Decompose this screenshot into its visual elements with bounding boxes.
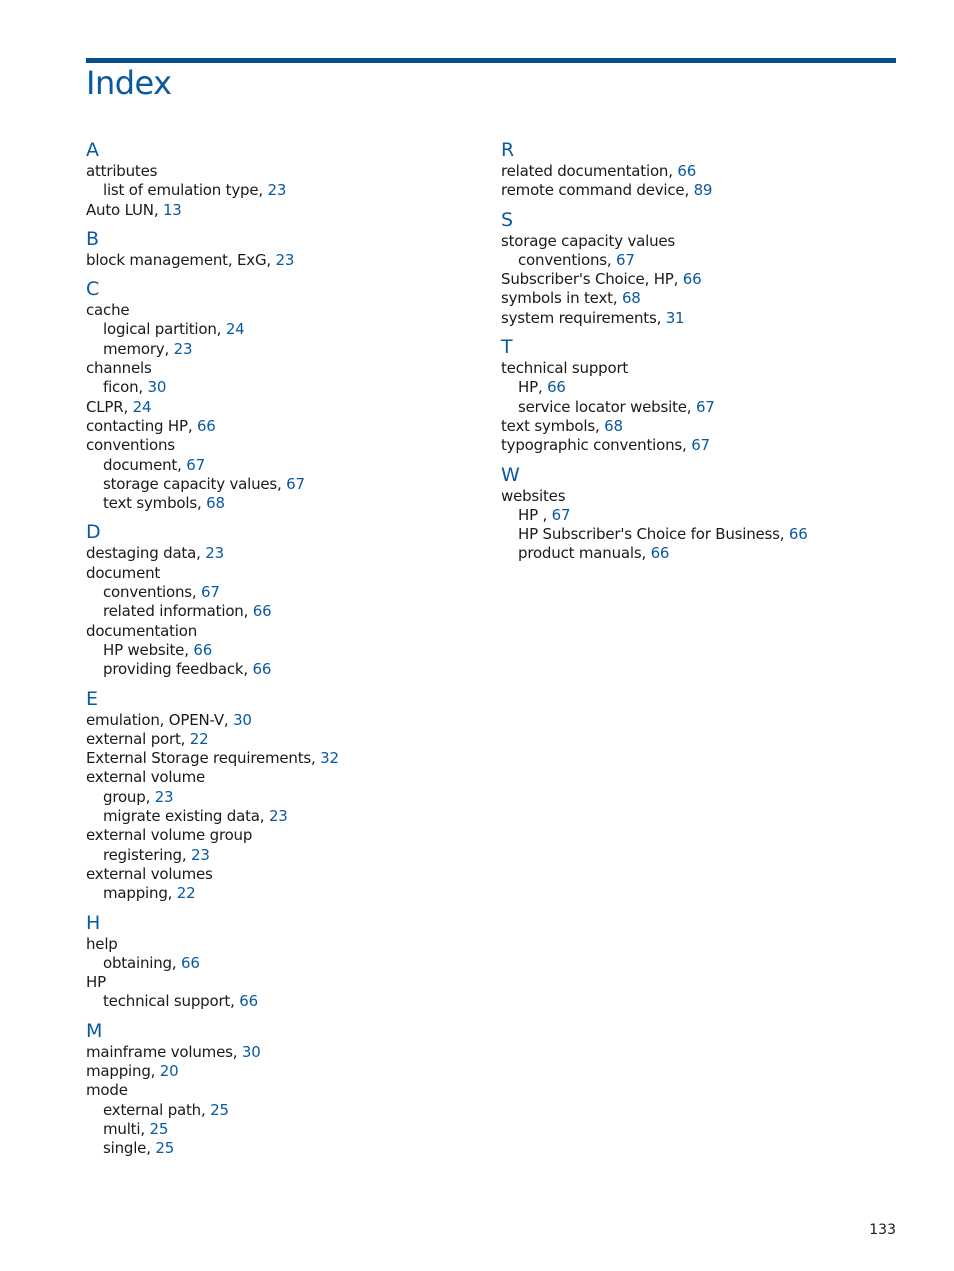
index-subentry: service locator website, 67	[518, 397, 715, 416]
index-section-w	[501, 463, 901, 564]
index-subentry: HP website, 66	[103, 640, 213, 659]
section-letter: M	[86, 1019, 103, 1042]
index-subentry: HP Subscriber's Choice for Business, 66	[518, 525, 808, 544]
index-subentry: logical partition, 24	[103, 320, 245, 339]
section-letter: C	[86, 278, 100, 301]
page-reference-link[interactable]: 32	[320, 749, 339, 768]
index-entry: Subscriber's Choice, HP, 66	[501, 270, 702, 289]
index-entry	[86, 865, 486, 884]
entry-term: Auto LUN	[86, 200, 154, 219]
page-reference-link[interactable]: 66	[252, 602, 272, 621]
index-subentry: product manuals, 66	[518, 544, 670, 563]
entry-term: symbols in text	[501, 289, 613, 308]
entry-term: related information	[103, 602, 244, 621]
entry-term: documentation	[86, 621, 198, 640]
index-subentry: group, 23	[103, 787, 174, 806]
index-subentry: text symbols, 68	[103, 494, 225, 513]
index-entry	[86, 436, 486, 455]
entry-term: ficon	[103, 378, 139, 397]
page-reference-link[interactable]: 66	[547, 378, 566, 397]
page-reference-link[interactable]: 67	[551, 505, 571, 524]
page-reference-link[interactable]: 66	[682, 270, 702, 289]
entry-term: attributes	[86, 162, 158, 180]
top-rule	[86, 58, 896, 63]
index-section-r	[501, 138, 901, 201]
index-subentry: list of emulation type, 23	[103, 181, 287, 200]
page-reference-link[interactable]: 67	[286, 474, 305, 493]
index-entry	[86, 162, 486, 181]
index-entry: mainframe volumes, 30	[86, 1042, 261, 1061]
index-entry: block management, ExG, 23	[86, 250, 295, 269]
entry-term: technical support	[103, 992, 231, 1011]
entry-term: document	[86, 563, 161, 582]
entry-term: HP	[518, 378, 538, 397]
page-reference-link[interactable]: 66	[650, 544, 670, 563]
index-subentry: migrate existing data, 23	[103, 807, 288, 826]
index-entry: system requirements, 31	[501, 308, 685, 327]
section-letter: B	[86, 227, 100, 250]
page-reference-link[interactable]: 23	[267, 181, 287, 200]
page-reference-link[interactable]: 66	[239, 992, 258, 1011]
entry-term: document	[103, 455, 178, 474]
entry-term: external path	[103, 1100, 201, 1119]
page-reference-link[interactable]: 68	[604, 416, 623, 435]
entry-term: conventions	[86, 436, 175, 455]
index-entry	[86, 935, 486, 954]
entry-term: providing feedback	[103, 660, 244, 679]
page-reference-link[interactable]: 25	[155, 1139, 175, 1158]
index-subentry: mapping, 22	[103, 884, 196, 903]
index-entry: mapping, 20	[86, 1061, 179, 1080]
index-subentry: single, 25	[103, 1139, 175, 1158]
index-entry	[86, 973, 486, 992]
index-subentry: registering, 23	[103, 845, 210, 864]
page-reference-link[interactable]: 68	[206, 494, 225, 513]
entry-term: conventions	[103, 583, 192, 602]
index-entry: external port, 22	[86, 729, 209, 748]
entry-term: channels	[86, 359, 152, 378]
index-entry	[86, 1081, 486, 1100]
index-subentry: memory, 23	[103, 339, 193, 358]
entry-term: technical support	[501, 359, 629, 378]
index-entry: External Storage requirements, 32	[86, 749, 339, 768]
index-entry: Auto LUN, 13	[86, 200, 182, 219]
entry-term: cache	[86, 301, 130, 320]
entry-term: system requirements	[501, 308, 657, 327]
entry-term: contacting HP	[86, 416, 188, 435]
entry-term: registering	[103, 845, 182, 864]
index-entry: remote command device, 89	[501, 181, 713, 200]
page-title: Index	[86, 64, 172, 102]
index-entry: symbols in text, 68	[501, 289, 641, 308]
entry-term: mode	[86, 1081, 128, 1100]
page-reference-link[interactable]: 22	[189, 729, 209, 748]
page-reference-link[interactable]: 66	[252, 660, 272, 679]
entry-term: group	[103, 787, 146, 806]
index-entry	[86, 622, 486, 641]
index-subentry: related information, 66	[103, 602, 272, 621]
entry-term: conventions	[518, 250, 607, 269]
index-entry: related documentation, 66	[501, 162, 697, 180]
section-letter: W	[501, 463, 520, 486]
entry-term: mapping	[86, 1061, 151, 1080]
page-reference-link[interactable]: 67	[691, 436, 710, 455]
index-subentry: storage capacity values, 67	[103, 474, 305, 493]
page-reference-link[interactable]: 67	[186, 455, 205, 474]
entry-term: websites	[501, 486, 566, 505]
entry-term: remote command device	[501, 181, 685, 200]
entry-term: HP Subscriber's Choice for Business	[518, 525, 780, 544]
page-reference-link[interactable]: 31	[665, 308, 685, 327]
page-reference-link[interactable]: 67	[201, 583, 220, 602]
index-section-m	[86, 1019, 486, 1159]
index-column-left	[86, 138, 486, 1165]
page-reference-link[interactable]: 25	[149, 1119, 169, 1138]
page-reference-link[interactable]: 23	[205, 544, 224, 563]
entry-term: block management, ExG	[86, 250, 267, 269]
page-reference-link[interactable]: 23	[190, 845, 210, 864]
entry-term: service locator website	[518, 397, 687, 416]
index-entry	[86, 768, 486, 787]
index-subentry: document, 67	[103, 455, 205, 474]
page-reference-link[interactable]: 89	[693, 181, 713, 200]
entry-term: mainframe volumes	[86, 1042, 233, 1061]
index-section-h	[86, 911, 486, 1012]
entry-term: related documentation	[501, 162, 669, 180]
index-subentry: providing feedback, 66	[103, 660, 272, 679]
index-section-t	[501, 335, 901, 455]
entry-term: memory	[103, 339, 165, 358]
entry-term: external port	[86, 729, 181, 748]
page-number: 133	[869, 1222, 896, 1238]
entry-term: product manuals	[518, 544, 642, 563]
index-section-s	[501, 208, 901, 328]
entry-term: external volume	[86, 768, 206, 787]
entry-term: text symbols	[103, 494, 197, 513]
index-subentry: external path, 25	[103, 1100, 229, 1119]
index-section-b	[86, 227, 486, 270]
section-letter: T	[501, 336, 513, 359]
entry-term: storage capacity values	[501, 231, 676, 250]
index-entry: CLPR, 24	[86, 397, 152, 416]
index-entry	[501, 359, 901, 378]
section-letter: R	[501, 139, 515, 161]
entry-term: emulation, OPEN-V	[86, 710, 224, 729]
section-letter: H	[86, 911, 101, 934]
entry-term: destaging data	[86, 544, 197, 563]
entry-term: multi	[103, 1119, 141, 1138]
page-reference-link[interactable]: 66	[193, 640, 213, 659]
entry-term: HP	[86, 973, 106, 992]
entry-term: CLPR	[86, 397, 124, 416]
entry-term: list of emulation type	[103, 181, 259, 200]
page-reference-link[interactable]: 68	[621, 289, 641, 308]
index-subentry: ficon, 30	[103, 378, 167, 397]
index-subentry: HP , 67	[518, 505, 571, 524]
page-reference-link[interactable]: 66	[180, 953, 200, 972]
page-reference-link[interactable]: 30	[147, 378, 167, 397]
entry-term: external volume group	[86, 826, 253, 845]
page-reference-link[interactable]: 30	[233, 710, 252, 729]
index-subentry: technical support, 66	[103, 992, 258, 1011]
page-reference-link[interactable]: 67	[695, 397, 715, 416]
index-entry: text symbols, 68	[501, 416, 623, 435]
index-entry: destaging data, 23	[86, 544, 224, 563]
section-letter: D	[86, 521, 101, 544]
index-subentry: multi, 25	[103, 1119, 169, 1138]
index-column-right	[501, 138, 901, 571]
page-reference-link[interactable]: 66	[677, 162, 697, 180]
index-entry	[86, 359, 486, 378]
index-entry: typographic conventions, 67	[501, 436, 710, 455]
entry-term: external volumes	[86, 864, 213, 883]
page-reference-link[interactable]: 25	[210, 1100, 229, 1119]
entry-term: storage capacity values	[103, 474, 278, 493]
entry-term: typographic conventions	[501, 436, 683, 455]
page-reference-link[interactable]: 24	[132, 397, 152, 416]
index-section-a	[86, 138, 486, 220]
entry-term: HP	[518, 505, 543, 524]
index-entry	[86, 826, 486, 845]
entry-term: mapping	[103, 884, 168, 903]
entry-term: migrate existing data	[103, 807, 260, 826]
entry-term: logical partition	[103, 320, 217, 339]
page-reference-link[interactable]: 23	[173, 339, 193, 358]
index-section-c	[86, 277, 486, 513]
page-reference-link[interactable]: 66	[196, 416, 216, 435]
index-entry	[501, 232, 901, 251]
section-letter: E	[86, 687, 99, 710]
page-reference-link[interactable]: 30	[241, 1042, 261, 1061]
page-reference-link[interactable]: 22	[176, 884, 196, 903]
index-subentry: conventions, 67	[103, 583, 220, 602]
index-entry	[86, 301, 486, 320]
entry-term: obtaining	[103, 953, 172, 972]
index-section-e	[86, 687, 486, 904]
page-reference-link[interactable]: 13	[162, 200, 182, 219]
page-reference-link[interactable]: 20	[159, 1061, 179, 1080]
index-entry	[501, 487, 901, 506]
section-letter: A	[86, 139, 99, 161]
entry-term: External Storage requirements	[86, 749, 312, 768]
entry-term: single	[103, 1139, 147, 1158]
page-reference-link[interactable]: 23	[154, 787, 174, 806]
index-subentry: HP, 66	[518, 378, 566, 397]
page-reference-link[interactable]: 24	[225, 320, 245, 339]
entry-term: HP website	[103, 640, 185, 659]
entry-term: text symbols	[501, 416, 595, 435]
page-reference-link[interactable]: 66	[788, 525, 808, 544]
page-reference-link[interactable]: 67	[616, 250, 635, 269]
index-entry: emulation, OPEN-V, 30	[86, 710, 252, 729]
index-subentry: obtaining, 66	[103, 953, 200, 972]
index-section-d	[86, 520, 486, 679]
index-entry	[86, 564, 486, 583]
entry-term: Subscriber's Choice, HP	[501, 270, 674, 289]
page-reference-link[interactable]: 23	[275, 250, 295, 269]
index-entry: contacting HP, 66	[86, 416, 216, 435]
page-reference-link[interactable]: 23	[268, 807, 288, 826]
entry-term: help	[86, 934, 118, 953]
section-letter: S	[501, 208, 514, 231]
index-subentry: conventions, 67	[518, 250, 635, 269]
